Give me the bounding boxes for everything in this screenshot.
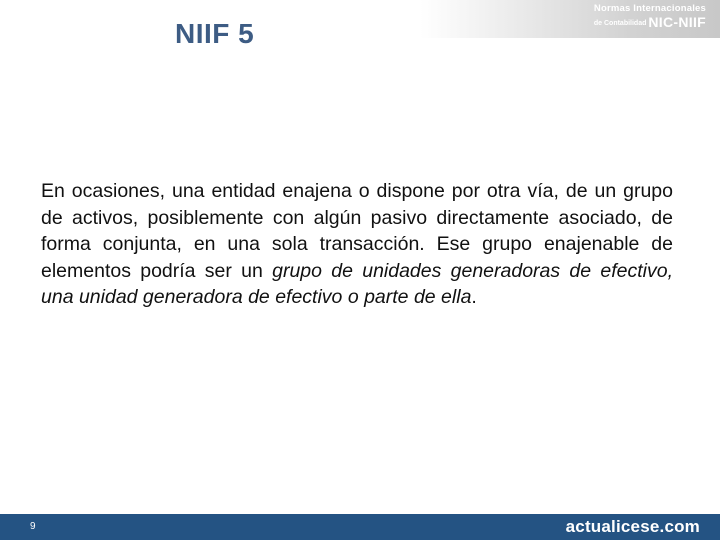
- logo-line-2-small: de Contabilidad: [593, 19, 647, 27]
- logo-line-2: [594, 15, 706, 31]
- logo-line-1: Normas Internacionales: [593, 3, 706, 14]
- body-text-plain: En ocasiones, una entidad enajena o dispone por otra vía, de un grupo de activos, posiblemente con algún pasivo directamente asociado, de forma conjunta, en una sola transacción. Ese grupo enajenable de elementos podría ser un: [41, 180, 673, 282]
- body-text-italic: grupo de unidades generadoras de efectivo, una unidad generadora de efectivo o parte de ella: [41, 259, 673, 308]
- header-logo-band: [420, 0, 720, 38]
- body-text-end: .: [471, 286, 477, 308]
- footer-bar: [0, 514, 720, 540]
- footer-brand-logo: actualicese.com: [565, 517, 700, 536]
- page-number: 9: [30, 521, 36, 532]
- nic-niif-logo: [594, 4, 706, 31]
- logo-line-2-big: NIC-NIIF: [648, 13, 706, 30]
- page-title: NIIF 5: [175, 18, 255, 49]
- body-paragraph: [41, 178, 673, 311]
